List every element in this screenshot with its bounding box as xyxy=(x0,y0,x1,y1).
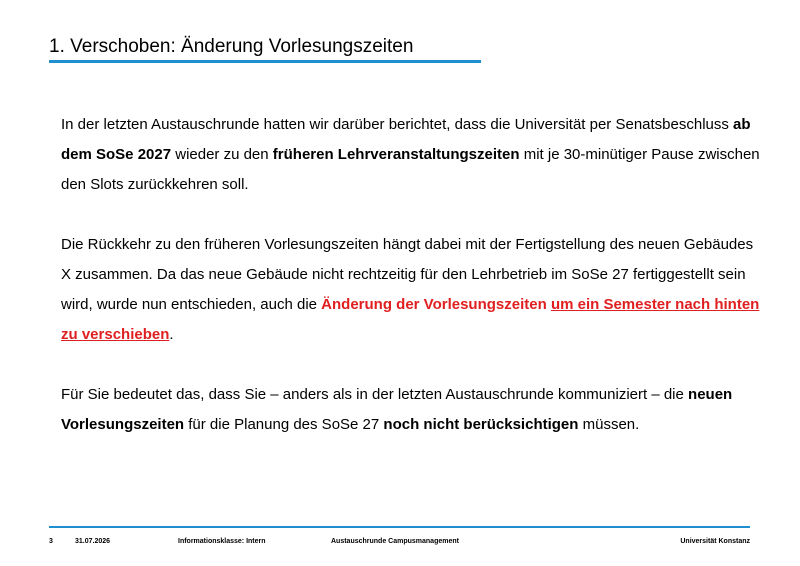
p1-bold-2: früheren Lehrveranstaltungszeiten xyxy=(272,146,520,163)
p3-text-2: für die Planung des SoSe 27 xyxy=(184,416,384,433)
p2-highlight-1: Änderung der Vorlesungszeiten xyxy=(321,296,547,313)
footer-page-number: 3 xyxy=(49,538,53,545)
title-underline xyxy=(49,60,481,63)
p3-bold-1: neuen Vorlesungszeiten xyxy=(61,386,733,433)
p2-highlight-underlined: um ein Semester nach hinten zu verschieben xyxy=(61,296,760,343)
slide-title: 1. Verschoben: Änderung Vorlesungszeiten xyxy=(49,36,414,57)
paragraph-1 xyxy=(61,110,761,200)
paragraph-3 xyxy=(61,380,761,440)
p3-text-3: müssen. xyxy=(578,416,640,433)
p2-text-1: Die Rückkehr zu den früheren Vorlesungszeiten hängt dabei mit der Fertigstellung des neuen Gebäudes X zusammen. Da das neue Gebäude nicht rechtzeitig für den Lehrbetrieb im SoSe 27 fertiggestellt sein wird, wurde nun entschieden, auch die xyxy=(61,236,754,313)
p3-text-1: Für Sie bedeutet das, dass Sie – anders als in der letzten Austauschrunde kommuniziert – die xyxy=(61,386,689,403)
footer-event: Austauschrunde Campusmanagement xyxy=(331,538,459,545)
p2-text-3: . xyxy=(169,326,174,343)
p1-bold-1: ab dem SoSe 2027 xyxy=(61,116,751,163)
footer-classification: Informationsklasse: Intern xyxy=(178,538,266,545)
p3-bold-2: noch nicht berücksichtigen xyxy=(383,416,579,433)
slide-body xyxy=(61,110,761,440)
footer-organization: Universität Konstanz xyxy=(680,538,750,545)
paragraph-2 xyxy=(61,230,761,350)
p1-text-2: wieder zu den xyxy=(171,146,273,163)
p1-text-1: In der letzten Austauschrunde hatten wir darüber berichtet, dass die Universität per Senatsbeschluss xyxy=(61,116,734,133)
footer-date: 31.07.2026 xyxy=(75,538,111,545)
footer-rule xyxy=(49,526,750,528)
p1-text-3: mit je 30-minütiger Pause zwischen den Slots zurückkehren soll. xyxy=(61,146,760,193)
